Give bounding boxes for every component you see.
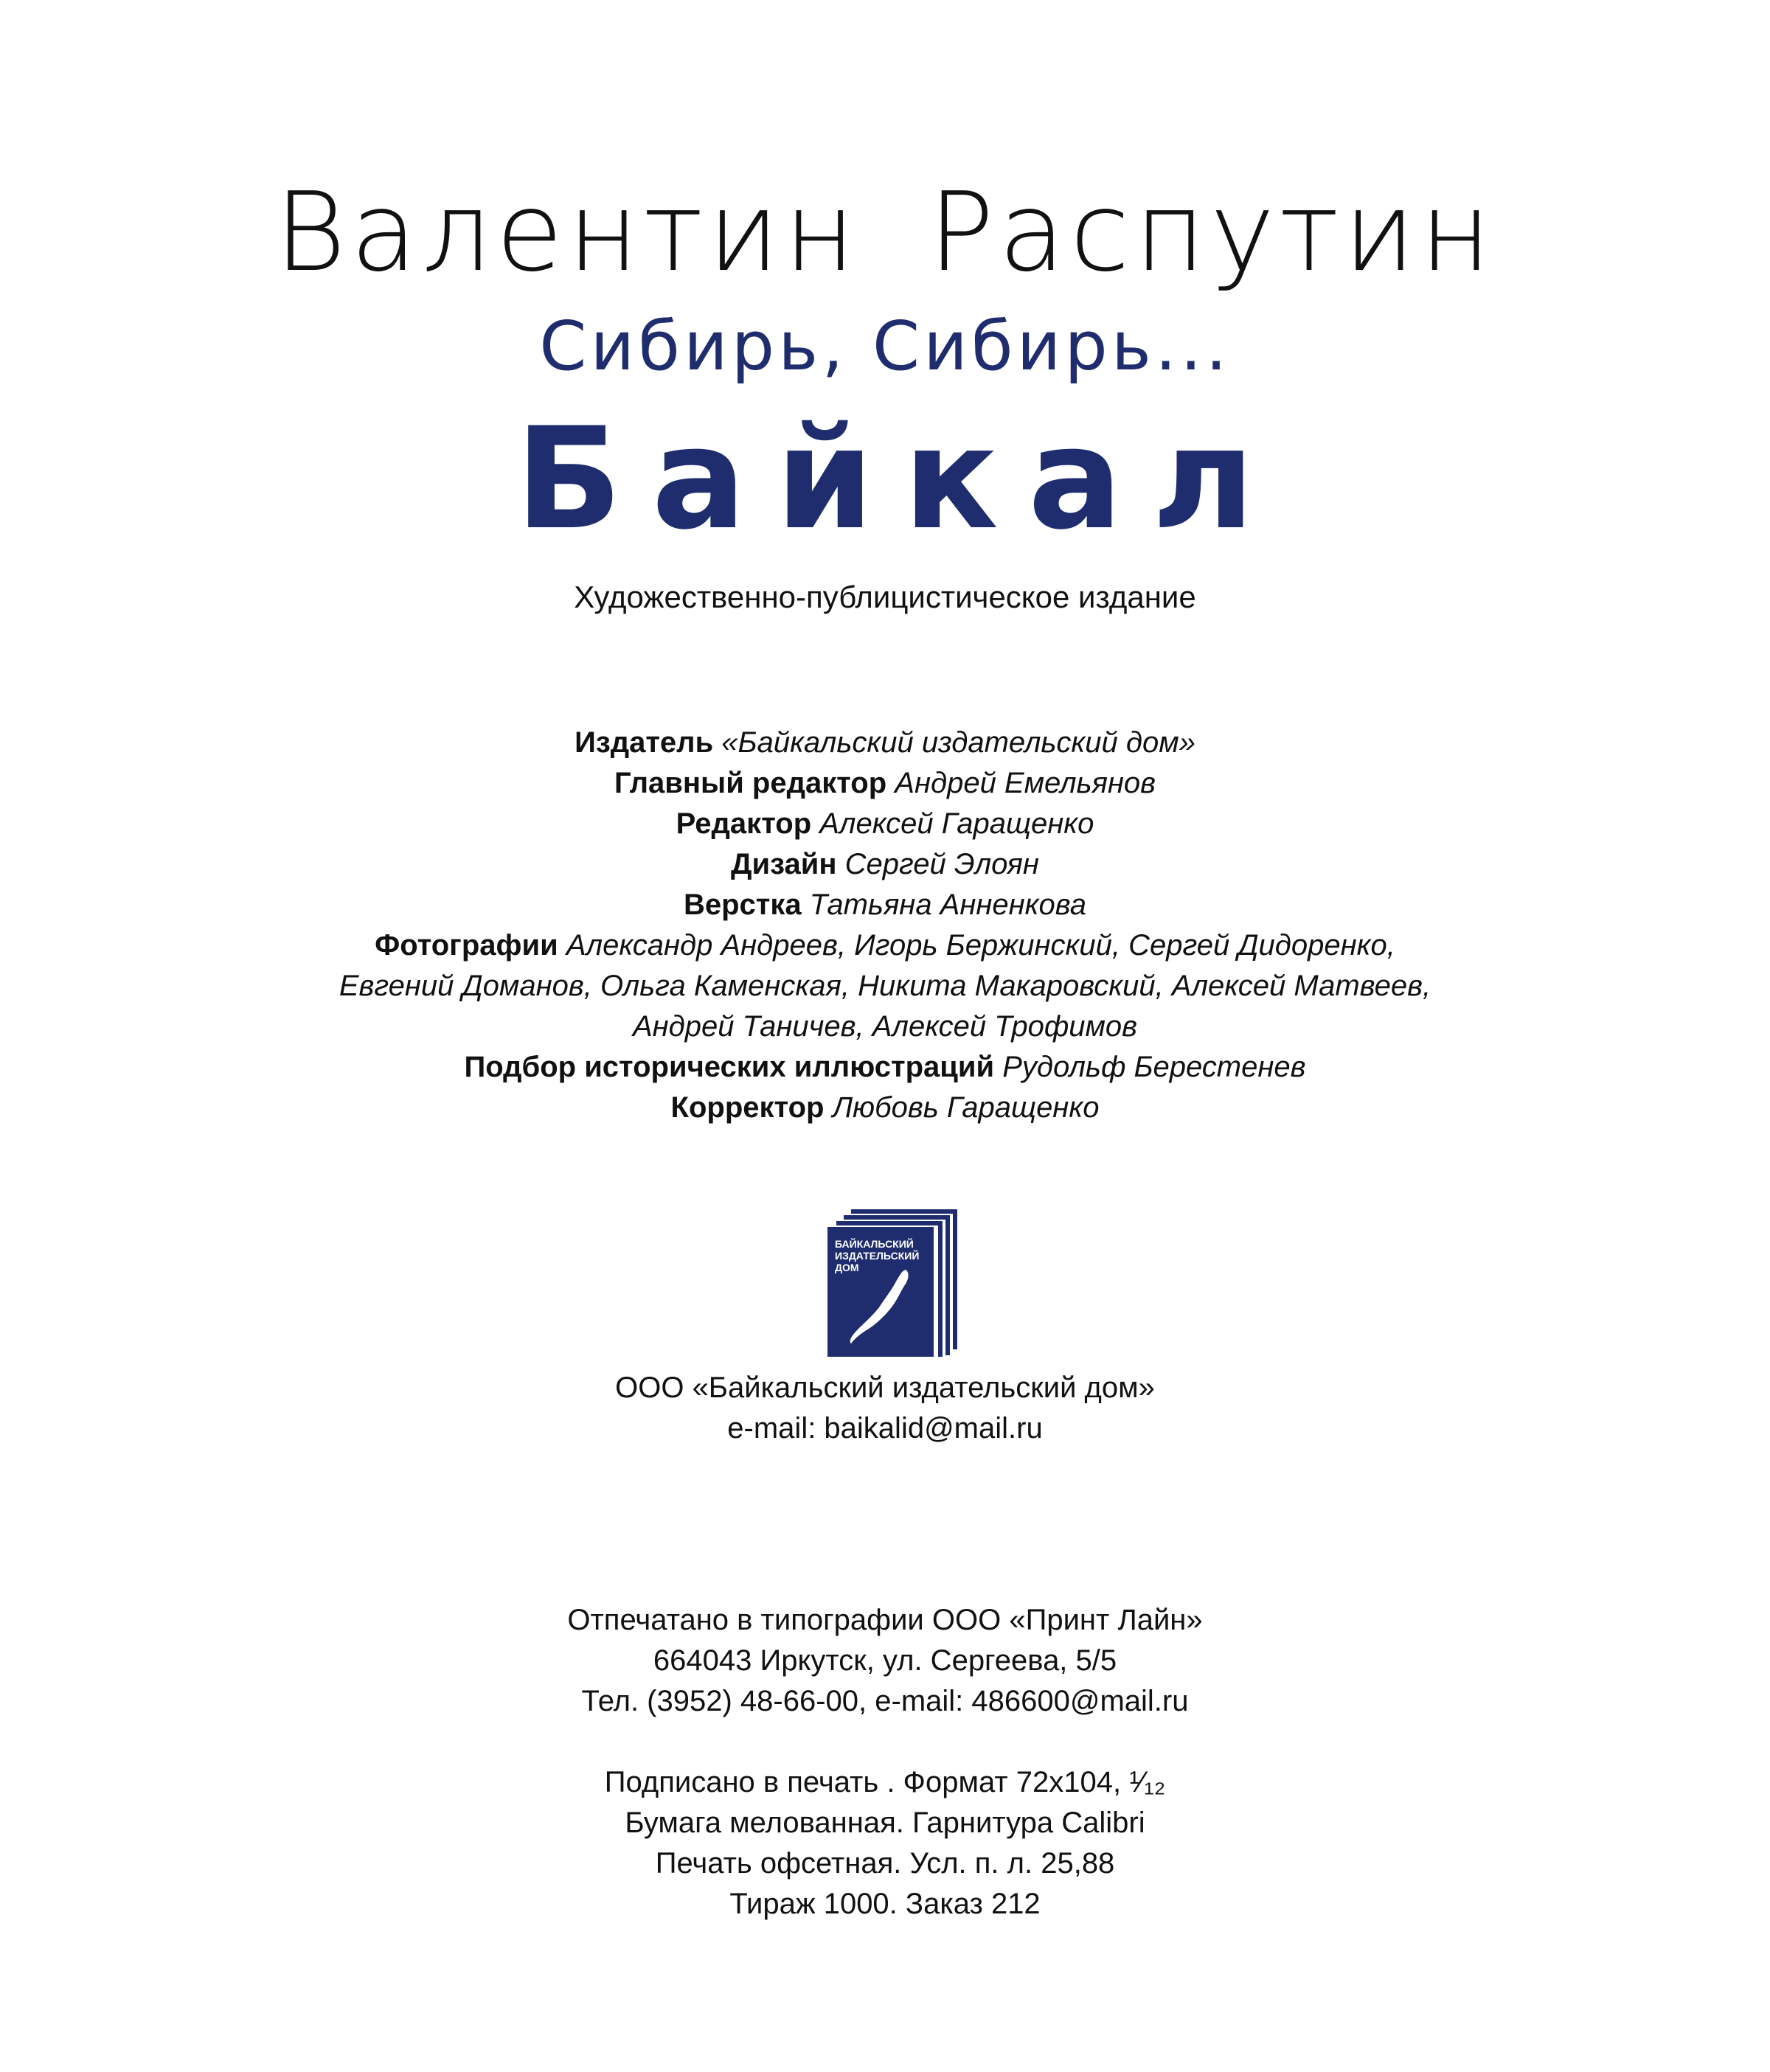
subtitle: Сибирь, Сибирь...: [539, 307, 1231, 386]
credit-line: [0, 723, 1770, 763]
credit-names: Сергей Элоян: [844, 848, 1039, 880]
author-name: Валентин Распутин: [274, 169, 1496, 296]
credit-role: Фотографии: [375, 929, 558, 962]
printing-line: Тел. (3952) 48-66-00, e-mail: 486600@mail.ru: [581, 1685, 1189, 1717]
printing-line: Отпечатано в типографии ООО «Принт Лайн»: [567, 1604, 1203, 1636]
credit-line: [0, 763, 1770, 804]
credit-role: Главный редактор: [614, 767, 887, 799]
credit-line: [0, 1007, 1770, 1047]
logo-text-3: ДОМ: [835, 1262, 859, 1273]
genre-line: Художественно-публицистическое издание: [574, 580, 1196, 614]
credit-names: «Байкальский издательский дом»: [721, 726, 1195, 759]
publisher-logo-svg: [826, 1209, 959, 1357]
specs-line: Подписано в печать . Формат 72х104, ¹⁄₁₂: [604, 1766, 1166, 1798]
credit-names: Евгений Доманов, Ольга Каменская, Никита Макаровский, Алексей Матвеев,: [339, 970, 1431, 1002]
specs-line: Печать офсетная. Усл. п. л. 25,88: [655, 1847, 1115, 1880]
specs-block: [0, 1762, 1770, 1925]
credit-line: [0, 966, 1770, 1007]
specs-line: Бумага мелованная. Гарнитура Calibri: [625, 1807, 1145, 1839]
credit-line: [0, 885, 1770, 925]
specs-line: Тираж 1000. Заказ 212: [729, 1888, 1041, 1920]
credit-role: Верстка: [683, 889, 802, 921]
credit-names: Андрей Таничев, Алексей Трофимов: [632, 1010, 1138, 1043]
credit-role: Редактор: [676, 807, 812, 840]
credit-names: Рудольф Берестенев: [1002, 1051, 1306, 1083]
credit-line: [0, 804, 1770, 844]
credits-block: [0, 723, 1770, 1128]
credit-names: Татьяна Анненкова: [809, 889, 1087, 921]
publisher-name: ООО «Байкальский издательский дом»: [615, 1372, 1155, 1404]
credit-role: Издатель: [575, 726, 714, 759]
logo-text-1: БАЙКАЛЬСКИЙ: [835, 1238, 914, 1250]
credit-line: [0, 1047, 1770, 1088]
credit-role: Корректор: [670, 1091, 825, 1124]
credit-line: [0, 925, 1770, 966]
publisher-logo-icon: [826, 1209, 959, 1357]
credit-names: Любовь Гаращенко: [832, 1091, 1100, 1124]
credit-role: Дизайн: [731, 848, 837, 880]
credit-line: [0, 844, 1770, 885]
book-title: Байкал: [515, 397, 1285, 560]
logo-text-2: ИЗДАТЕЛЬСКИЙ: [835, 1250, 920, 1262]
credit-line: [0, 1088, 1770, 1128]
publisher-block: [0, 1368, 1770, 1449]
credit-names: Алексей Гаращенко: [819, 807, 1094, 840]
credit-names: Александр Андреев, Игорь Бержинский, Сергей Дидоренко,: [566, 929, 1395, 962]
credit-names: Андрей Емельянов: [895, 767, 1156, 799]
credit-role: Подбор исторических иллюстраций: [464, 1051, 995, 1083]
printing-block: [0, 1600, 1770, 1722]
printing-line: 664043 Иркутск, ул. Сергеева, 5/5: [653, 1644, 1117, 1677]
publisher-email: e-mail: baikalid@mail.ru: [727, 1412, 1043, 1445]
